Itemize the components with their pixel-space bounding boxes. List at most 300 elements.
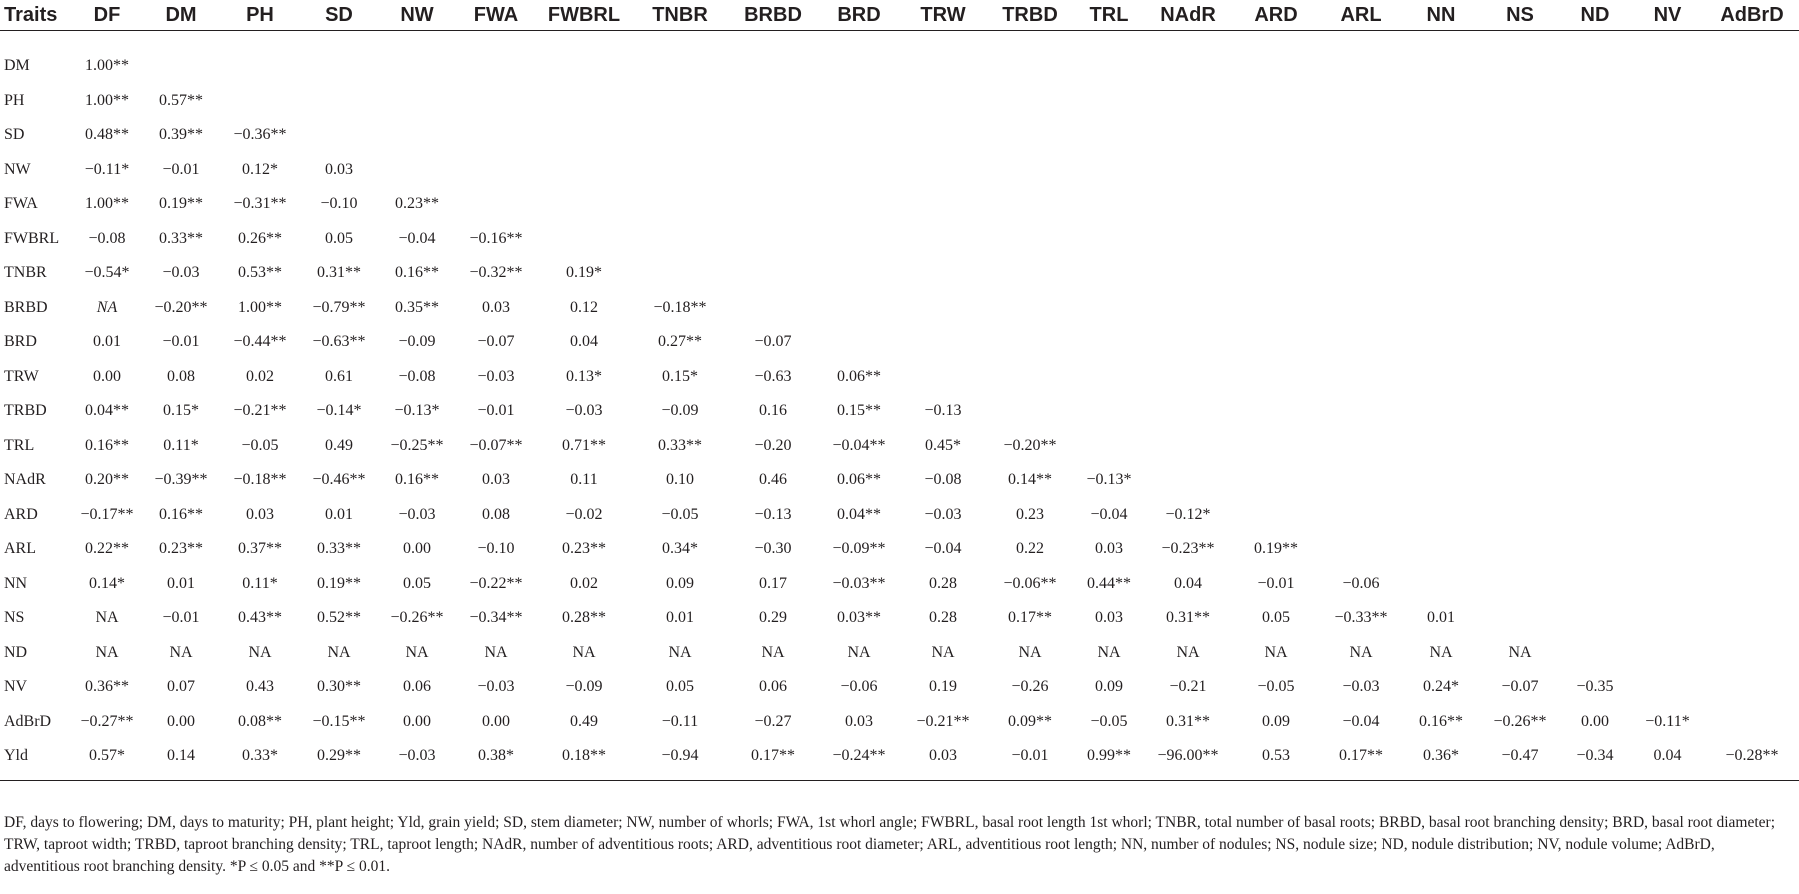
table-cell: −0.01 bbox=[986, 739, 1074, 780]
table-cell: 0.01 bbox=[1427, 609, 1455, 627]
empty-cell bbox=[632, 31, 728, 84]
empty-cell bbox=[900, 360, 986, 395]
empty-cell bbox=[1705, 360, 1799, 395]
table-cell: NA bbox=[95, 643, 119, 661]
empty-cell bbox=[1402, 429, 1480, 464]
table-cell: 0.03 bbox=[900, 739, 986, 780]
empty-cell bbox=[1560, 567, 1630, 602]
empty-cell bbox=[1705, 187, 1799, 222]
table-row bbox=[0, 84, 1799, 119]
table-cell: 1.00** bbox=[85, 91, 129, 109]
empty-cell bbox=[818, 325, 900, 360]
empty-cell bbox=[1480, 567, 1560, 602]
table-cell: −0.12* bbox=[1165, 505, 1211, 523]
empty-cell bbox=[986, 394, 1074, 429]
table-cell: −0.47 bbox=[1480, 739, 1560, 780]
empty-cell bbox=[1402, 118, 1480, 153]
table-cell: 0.02 bbox=[570, 574, 598, 592]
empty-cell bbox=[900, 256, 986, 291]
table-cell: 0.31** bbox=[1166, 609, 1210, 627]
header-traits: Traits bbox=[0, 0, 72, 31]
table-cell: 0.30** bbox=[317, 678, 361, 696]
empty-cell bbox=[1705, 31, 1799, 84]
table-cell: −0.07 bbox=[477, 333, 515, 351]
table-cell: 0.31** bbox=[317, 264, 361, 282]
table-cell: 0.10 bbox=[666, 471, 694, 489]
row-label: TRBD bbox=[4, 402, 47, 420]
empty-cell bbox=[1320, 187, 1402, 222]
table-cell: 0.11* bbox=[242, 574, 278, 592]
empty-cell bbox=[536, 153, 632, 188]
row-label: NN bbox=[4, 574, 28, 592]
empty-cell bbox=[220, 84, 300, 119]
table-cell: −0.26** bbox=[390, 609, 444, 627]
empty-cell bbox=[1074, 118, 1144, 153]
table-footnote: DF, days to flowering; DM, days to maturity; PH, plant height; Yld, grain yield; SD, stem diameter; NW, number of whorls; FWA, 1st whorl angle; FWBRL, basal root length 1st whorl; TNBR, total number of basal roots; BRBD, basal root branching density; BRD, basal root diameter; TRW, taproot width; TRBD, taproot branching density; TRL, taproot length; NAdR, number of adventitious roots; ARD, adventitious root diameter; ARL, adventitious root length; NN, number of nodules; NS, nodule size; ND, nodule distribution; NV, nodule volume; AdBrD, adventitious root branching density. *P ≤ 0.05 and **P ≤ 0.01. bbox=[4, 814, 1775, 875]
table-cell: −0.08 bbox=[398, 367, 436, 385]
table-row bbox=[0, 532, 1799, 567]
table-cell: −0.01 bbox=[162, 609, 200, 627]
column-header: TNBR bbox=[632, 0, 728, 31]
column-header: NV bbox=[1630, 0, 1705, 31]
empty-cell bbox=[818, 118, 900, 153]
table-cell: 0.17** bbox=[1320, 739, 1402, 780]
table-cell: −0.15** bbox=[312, 712, 366, 730]
empty-cell bbox=[632, 153, 728, 188]
empty-cell bbox=[900, 84, 986, 119]
empty-cell bbox=[1320, 84, 1402, 119]
empty-cell bbox=[1074, 256, 1144, 291]
table-cell: 0.31** bbox=[1166, 712, 1210, 730]
table-cell: 0.16** bbox=[159, 505, 203, 523]
empty-cell bbox=[1560, 118, 1630, 153]
table-cell: 0.57** bbox=[159, 91, 203, 109]
column-header: NW bbox=[378, 0, 456, 31]
empty-cell bbox=[1144, 360, 1232, 395]
table-cell: −0.63** bbox=[312, 333, 366, 351]
empty-cell bbox=[1705, 222, 1799, 257]
row-label: NAdR bbox=[4, 471, 46, 489]
empty-cell bbox=[986, 187, 1074, 222]
table-cell: −0.26** bbox=[1493, 712, 1547, 730]
row-label: NS bbox=[4, 609, 25, 627]
table-cell: −0.03 bbox=[1342, 678, 1380, 696]
table-cell: −0.01 bbox=[162, 160, 200, 178]
empty-cell bbox=[1560, 636, 1630, 671]
table-cell: 0.16** bbox=[395, 264, 439, 282]
empty-cell bbox=[1480, 118, 1560, 153]
table-cell: −0.01 bbox=[162, 333, 200, 351]
table-cell: 0.44** bbox=[1087, 574, 1131, 592]
table-cell: 0.19** bbox=[1254, 540, 1298, 558]
row-label: ND bbox=[4, 643, 28, 661]
empty-cell bbox=[818, 84, 900, 119]
empty-cell bbox=[1074, 325, 1144, 360]
table-cell: −0.05 bbox=[1257, 678, 1295, 696]
empty-cell bbox=[818, 153, 900, 188]
empty-cell bbox=[1630, 429, 1705, 464]
empty-cell bbox=[1144, 153, 1232, 188]
table-cell: 0.22** bbox=[85, 540, 129, 558]
table-cell: NA bbox=[484, 643, 508, 661]
table-cell: 0.04 bbox=[570, 333, 598, 351]
table-cell: NA bbox=[847, 643, 871, 661]
table-cell: −0.06** bbox=[1003, 574, 1057, 592]
table-cell: −0.01 bbox=[1257, 574, 1295, 592]
empty-cell bbox=[1320, 153, 1402, 188]
empty-cell bbox=[818, 187, 900, 222]
empty-cell bbox=[1480, 429, 1560, 464]
table-cell: 0.09 bbox=[666, 574, 694, 592]
table-cell: NA bbox=[1097, 643, 1121, 661]
table-cell: 0.43** bbox=[238, 609, 282, 627]
empty-cell bbox=[632, 84, 728, 119]
table-cell: 0.04 bbox=[1174, 574, 1202, 592]
empty-cell bbox=[1480, 532, 1560, 567]
empty-cell bbox=[1232, 463, 1320, 498]
table-cell: −0.09 bbox=[398, 333, 436, 351]
empty-cell bbox=[1630, 118, 1705, 153]
table-cell: 0.37** bbox=[238, 540, 282, 558]
row-label: NV bbox=[4, 678, 28, 696]
table-cell: 0.15** bbox=[837, 402, 881, 420]
empty-cell bbox=[1705, 567, 1799, 602]
table-cell: 0.09 bbox=[1095, 678, 1123, 696]
empty-cell bbox=[1480, 153, 1560, 188]
table-cell: 0.19** bbox=[317, 574, 361, 592]
table-cell: −0.27** bbox=[80, 712, 134, 730]
table-cell: 0.14 bbox=[142, 739, 220, 780]
table-cell: 0.23** bbox=[395, 195, 439, 213]
empty-cell bbox=[1320, 256, 1402, 291]
table-cell: NA bbox=[1508, 643, 1532, 661]
empty-cell bbox=[1705, 153, 1799, 188]
empty-cell bbox=[536, 118, 632, 153]
empty-cell bbox=[728, 31, 818, 84]
empty-cell bbox=[1232, 360, 1320, 395]
table-cell: NA bbox=[96, 298, 118, 316]
empty-cell bbox=[1630, 256, 1705, 291]
empty-cell bbox=[1232, 325, 1320, 360]
table-cell: NA bbox=[668, 643, 692, 661]
column-header: DM bbox=[142, 0, 220, 31]
table-cell: 0.29 bbox=[759, 609, 787, 627]
table-cell: −0.18** bbox=[653, 298, 707, 316]
table-cell: 0.19 bbox=[929, 678, 957, 696]
table-cell: 0.02 bbox=[246, 367, 274, 385]
empty-cell bbox=[1560, 360, 1630, 395]
table-cell: 0.08** bbox=[238, 712, 282, 730]
table-cell: 0.12 bbox=[570, 298, 598, 316]
empty-cell bbox=[456, 187, 536, 222]
table-cell: 1.00** bbox=[85, 57, 129, 75]
empty-cell bbox=[1320, 394, 1402, 429]
table-cell: −0.09 bbox=[565, 678, 603, 696]
table-cell: 0.36* bbox=[1402, 739, 1480, 780]
table-cell: 0.00 bbox=[403, 540, 431, 558]
empty-cell bbox=[1705, 463, 1799, 498]
table-cell: −0.04 bbox=[398, 229, 436, 247]
table-cell: 0.38* bbox=[456, 739, 536, 780]
empty-cell bbox=[900, 118, 986, 153]
table-cell: 0.36** bbox=[85, 678, 129, 696]
empty-cell bbox=[1560, 187, 1630, 222]
empty-cell bbox=[1320, 31, 1402, 84]
column-header: AdBrD bbox=[1705, 0, 1799, 31]
table-cell: 0.49 bbox=[570, 712, 598, 730]
table-cell: −0.09** bbox=[832, 540, 886, 558]
row-label: BRBD bbox=[4, 298, 48, 316]
empty-cell bbox=[1480, 325, 1560, 360]
table-cell: −0.13* bbox=[394, 402, 440, 420]
table-cell: −0.63 bbox=[754, 367, 792, 385]
empty-cell bbox=[728, 256, 818, 291]
empty-cell bbox=[1630, 153, 1705, 188]
empty-cell bbox=[1630, 636, 1705, 671]
empty-cell bbox=[818, 31, 900, 84]
table-cell: −0.08 bbox=[88, 229, 126, 247]
table-cell: −0.03 bbox=[477, 367, 515, 385]
table-cell: 0.05 bbox=[325, 229, 353, 247]
table-row bbox=[0, 463, 1799, 498]
table-cell: −0.13 bbox=[924, 402, 962, 420]
column-header: TRBD bbox=[986, 0, 1074, 31]
empty-cell bbox=[632, 118, 728, 153]
empty-cell bbox=[456, 84, 536, 119]
table-cell: −0.13* bbox=[1086, 471, 1132, 489]
table-cell: −0.79** bbox=[312, 298, 366, 316]
row-label: SD bbox=[4, 126, 25, 144]
table-row bbox=[0, 31, 1799, 84]
empty-cell bbox=[1232, 153, 1320, 188]
table-cell: 0.00 bbox=[167, 712, 195, 730]
empty-cell bbox=[1630, 532, 1705, 567]
table-row bbox=[0, 601, 1799, 636]
empty-cell bbox=[1074, 394, 1144, 429]
empty-cell bbox=[1320, 325, 1402, 360]
table-cell: 0.33** bbox=[658, 436, 702, 454]
table-cell: 0.24* bbox=[1423, 678, 1459, 696]
table-cell: 0.61 bbox=[325, 367, 353, 385]
empty-cell bbox=[986, 325, 1074, 360]
table-cell: 0.28** bbox=[562, 609, 606, 627]
row-label: Yld bbox=[0, 739, 72, 780]
empty-cell bbox=[1232, 222, 1320, 257]
table-cell: 0.03 bbox=[246, 505, 274, 523]
table-cell: −0.03 bbox=[924, 505, 962, 523]
table-cell: −0.31** bbox=[233, 195, 287, 213]
table-cell: −0.16** bbox=[469, 229, 523, 247]
table-cell: 0.03 bbox=[1095, 540, 1123, 558]
column-header: TRW bbox=[900, 0, 986, 31]
table-cell: 0.03 bbox=[845, 712, 873, 730]
table-cell: 0.33** bbox=[317, 540, 361, 558]
empty-cell bbox=[1144, 187, 1232, 222]
empty-cell bbox=[1705, 291, 1799, 326]
table-cell: NA bbox=[95, 609, 119, 627]
empty-cell bbox=[378, 84, 456, 119]
row-label: TRL bbox=[4, 436, 35, 454]
table-cell: 0.20** bbox=[85, 471, 129, 489]
table-cell: 0.35** bbox=[395, 298, 439, 316]
table-cell: 0.01 bbox=[167, 574, 195, 592]
empty-cell bbox=[900, 187, 986, 222]
table-cell: 0.39** bbox=[159, 126, 203, 144]
table-cell: 0.57* bbox=[72, 739, 142, 780]
table-cell: −0.11 bbox=[661, 712, 699, 730]
table-cell: −0.13 bbox=[754, 505, 792, 523]
table-cell: 0.99** bbox=[1074, 739, 1144, 780]
table-cell: 1.00** bbox=[238, 298, 282, 316]
empty-cell bbox=[1320, 532, 1402, 567]
empty-cell bbox=[142, 31, 220, 84]
column-header: ND bbox=[1560, 0, 1630, 31]
empty-cell bbox=[378, 31, 456, 84]
table-cell: 0.17** bbox=[1008, 609, 1052, 627]
table-cell: −0.03 bbox=[565, 402, 603, 420]
table-cell: −0.03 bbox=[378, 739, 456, 780]
empty-cell bbox=[986, 118, 1074, 153]
empty-cell bbox=[986, 222, 1074, 257]
table-cell: 0.15* bbox=[163, 402, 199, 420]
empty-cell bbox=[1320, 463, 1402, 498]
table-cell: 0.07 bbox=[167, 678, 195, 696]
table-cell: −0.25** bbox=[390, 436, 444, 454]
table-cell: −0.02 bbox=[565, 505, 603, 523]
empty-cell bbox=[1560, 31, 1630, 84]
empty-cell bbox=[1630, 291, 1705, 326]
empty-cell bbox=[1705, 532, 1799, 567]
row-label: AdBrD bbox=[4, 712, 52, 730]
empty-cell bbox=[1480, 187, 1560, 222]
empty-cell bbox=[986, 291, 1074, 326]
column-header: BRBD bbox=[728, 0, 818, 31]
table-cell: −0.20 bbox=[754, 436, 792, 454]
table-row bbox=[0, 705, 1799, 740]
table-cell: −0.04 bbox=[924, 540, 962, 558]
empty-cell bbox=[1232, 84, 1320, 119]
empty-cell bbox=[728, 118, 818, 153]
table-cell: −96.00** bbox=[1144, 739, 1232, 780]
table-cell: −0.21** bbox=[916, 712, 970, 730]
table-cell: 0.09** bbox=[1008, 712, 1052, 730]
empty-cell bbox=[1144, 429, 1232, 464]
empty-cell bbox=[818, 222, 900, 257]
column-header: FWA bbox=[456, 0, 536, 31]
empty-cell bbox=[1232, 498, 1320, 533]
table-cell: 0.17** bbox=[728, 739, 818, 780]
table-cell: −0.07 bbox=[754, 333, 792, 351]
table-cell: NA bbox=[1349, 643, 1373, 661]
empty-cell bbox=[818, 256, 900, 291]
column-header: ARL bbox=[1320, 0, 1402, 31]
empty-cell bbox=[1402, 532, 1480, 567]
empty-cell bbox=[1402, 325, 1480, 360]
empty-cell bbox=[900, 291, 986, 326]
empty-cell bbox=[1705, 256, 1799, 291]
empty-cell bbox=[1560, 325, 1630, 360]
table-cell: 0.16 bbox=[759, 402, 787, 420]
empty-cell bbox=[728, 187, 818, 222]
table-row bbox=[0, 429, 1799, 464]
table-row bbox=[0, 118, 1799, 153]
table-cell: 0.23 bbox=[1016, 505, 1044, 523]
empty-cell bbox=[1320, 360, 1402, 395]
table-cell: −0.03** bbox=[832, 574, 886, 592]
table-cell: 0.23** bbox=[562, 540, 606, 558]
empty-cell bbox=[1560, 498, 1630, 533]
empty-cell bbox=[1705, 601, 1799, 636]
empty-cell bbox=[1560, 291, 1630, 326]
table-cell: −0.04** bbox=[832, 436, 886, 454]
column-header: BRD bbox=[818, 0, 900, 31]
table-row bbox=[0, 739, 1799, 780]
empty-cell bbox=[1144, 84, 1232, 119]
table-cell: NA bbox=[327, 643, 351, 661]
empty-cell bbox=[536, 187, 632, 222]
table-cell: 0.71** bbox=[562, 436, 606, 454]
table-cell: −0.22** bbox=[469, 574, 523, 592]
table-cell: −0.07 bbox=[1501, 678, 1539, 696]
table-cell: 1.00** bbox=[85, 195, 129, 213]
empty-cell bbox=[378, 153, 456, 188]
empty-cell bbox=[1560, 153, 1630, 188]
table-cell: NA bbox=[169, 643, 193, 661]
table-cell: −0.20** bbox=[1003, 436, 1057, 454]
empty-cell bbox=[1705, 636, 1799, 671]
table-cell: −0.30 bbox=[754, 540, 792, 558]
table-cell: NA bbox=[1176, 643, 1200, 661]
table-cell: 0.19* bbox=[566, 264, 602, 282]
empty-cell bbox=[220, 31, 300, 84]
empty-cell bbox=[728, 291, 818, 326]
table-row bbox=[0, 153, 1799, 188]
empty-cell bbox=[536, 31, 632, 84]
table-cell: 0.43 bbox=[246, 678, 274, 696]
empty-cell bbox=[1402, 567, 1480, 602]
table-cell: NA bbox=[248, 643, 272, 661]
table-cell: −0.08 bbox=[924, 471, 962, 489]
table-cell: 0.28 bbox=[929, 574, 957, 592]
table-cell: −0.21 bbox=[1169, 678, 1207, 696]
empty-cell bbox=[300, 31, 378, 84]
table-cell: −0.06 bbox=[840, 678, 878, 696]
table-cell: 0.00 bbox=[93, 367, 121, 385]
table-row bbox=[0, 187, 1799, 222]
table-cell: −0.07** bbox=[469, 436, 523, 454]
table-cell: NA bbox=[761, 643, 785, 661]
table-cell: −0.21** bbox=[233, 402, 287, 420]
empty-cell bbox=[1705, 498, 1799, 533]
table-cell: 0.53** bbox=[238, 264, 282, 282]
empty-cell bbox=[456, 31, 536, 84]
table-cell: 0.09 bbox=[1262, 712, 1290, 730]
table-row bbox=[0, 291, 1799, 326]
empty-cell bbox=[986, 31, 1074, 84]
table-cell: 0.01 bbox=[325, 505, 353, 523]
table-cell: 0.11* bbox=[163, 436, 199, 454]
table-cell: 0.00 bbox=[403, 712, 431, 730]
empty-cell bbox=[1705, 325, 1799, 360]
table-row bbox=[0, 394, 1799, 429]
table-cell: 0.16** bbox=[395, 471, 439, 489]
empty-cell bbox=[1480, 31, 1560, 84]
table-cell: −0.03 bbox=[398, 505, 436, 523]
row-label: FWBRL bbox=[4, 229, 60, 247]
row-label: PH bbox=[4, 91, 25, 109]
table-cell: −0.17** bbox=[80, 505, 134, 523]
table-cell: 0.19** bbox=[159, 195, 203, 213]
